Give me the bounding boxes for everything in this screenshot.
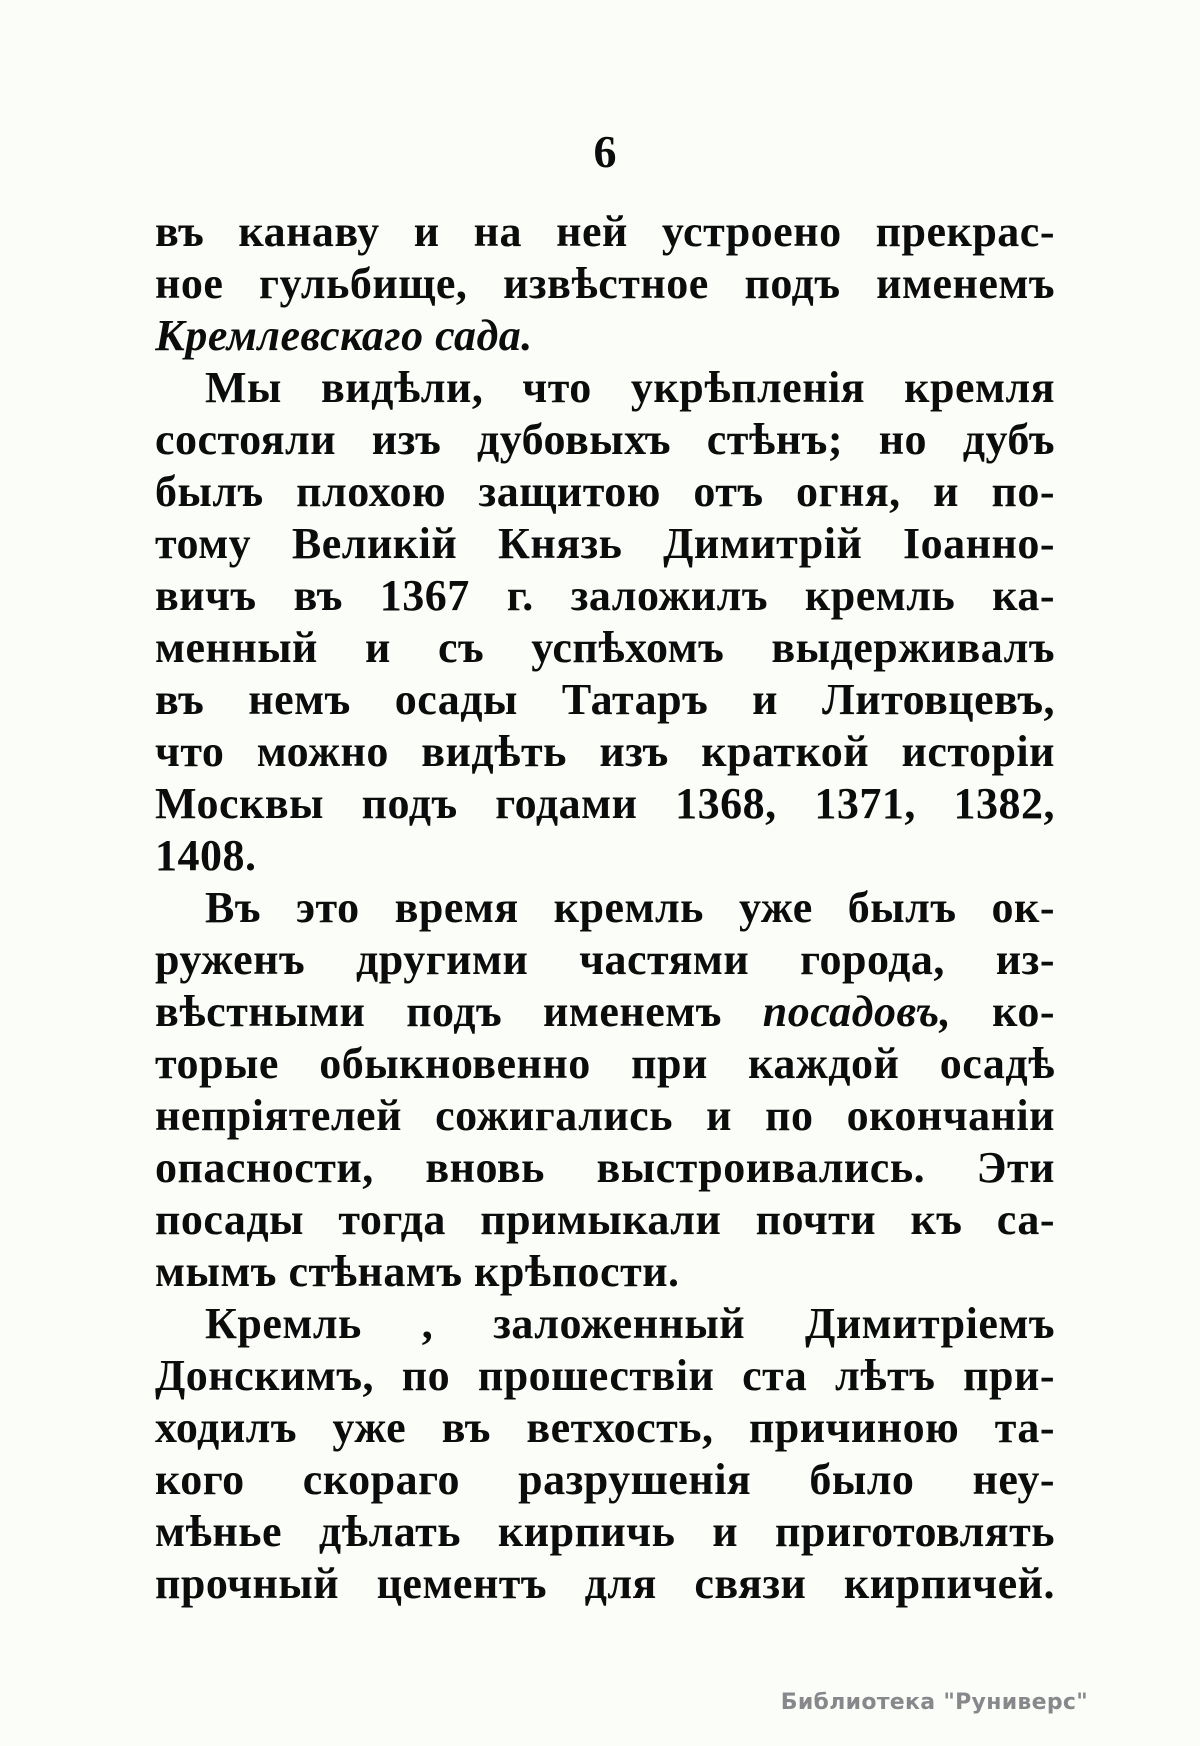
text-line — [155, 518, 1055, 570]
text-segment: 1408. — [155, 831, 257, 880]
text-line — [155, 622, 1055, 674]
text-line — [155, 1194, 1055, 1246]
text-segment: непріятелей сожигались и по окончаніи — [155, 1091, 1055, 1140]
text-line — [155, 1558, 1055, 1610]
text-line — [155, 1506, 1055, 1558]
text-segment: мымъ стѣнамъ крѣпости. — [155, 1247, 680, 1296]
text-line — [155, 674, 1055, 726]
text-line — [155, 1402, 1055, 1454]
text-segment: прочный цементъ для связи кирпичей. — [155, 1559, 1055, 1608]
text-segment: торые обыкновенно при каждой осадѣ — [155, 1039, 1055, 1088]
text-segment: мѣнье дѣлать кирпичь и приготовлять — [155, 1507, 1055, 1556]
text-line — [155, 1142, 1055, 1194]
italic-text-segment: посадовъ, — [762, 987, 952, 1036]
text-line — [155, 1038, 1055, 1090]
text-segment: въ канаву и на ней устроено прекрас- — [155, 207, 1055, 256]
text-line — [155, 1350, 1055, 1402]
text-line — [155, 778, 1055, 830]
text-line — [155, 310, 1055, 362]
text-segment: въ немъ осады Татаръ и Литовцевъ, — [155, 675, 1055, 724]
text-segment: Въ это время кремль уже былъ ок- — [205, 883, 1055, 932]
text-segment: Мы видѣли, что укрѣпленія кремля — [205, 363, 1055, 412]
text-line — [155, 414, 1055, 466]
text-segment: состояли изъ дубовыхъ стѣнъ; но дубъ — [155, 415, 1055, 464]
italic-text-segment: Кремлевскаго сада. — [155, 311, 533, 360]
text-line — [155, 362, 1055, 414]
text-segment: ко- — [951, 987, 1055, 1036]
page-number: 6 — [593, 126, 617, 177]
text-line — [155, 726, 1055, 778]
text-line — [155, 882, 1055, 934]
text-line — [155, 986, 1055, 1038]
text-segment: что можно видѣть изъ краткой исторіи — [155, 727, 1055, 776]
text-segment: ходилъ уже въ ветхость, причиною та- — [155, 1403, 1055, 1452]
text-segment: менный и съ успѣхомъ выдерживалъ — [155, 623, 1055, 672]
text-line — [155, 1090, 1055, 1142]
text-segment: опасности, вновь выстроивались. Эти — [155, 1143, 1055, 1192]
text-block — [155, 206, 1055, 1610]
text-line — [155, 830, 1055, 882]
text-segment: Москвы подъ годами 1368, 1371, 1382, — [155, 779, 1055, 828]
text-line — [155, 1246, 1055, 1298]
text-segment: былъ плохою защитою отъ огня, и по- — [155, 467, 1055, 516]
text-line — [155, 1454, 1055, 1506]
text-line — [155, 934, 1055, 986]
text-line — [155, 258, 1055, 310]
text-segment: тому Великій Князь Димитрій Іоанно- — [155, 519, 1055, 568]
text-line — [155, 570, 1055, 622]
text-segment: Донскимъ, по прошествіи ста лѣтъ при- — [155, 1351, 1055, 1400]
text-segment: кого скораго разрушенія было неу- — [155, 1455, 1055, 1504]
text-segment: Кремль , заложенный Димитріемъ — [205, 1299, 1055, 1348]
text-segment: ное гульбище, извѣстное подъ именемъ — [155, 259, 1055, 308]
text-segment: руженъ другими частями города, из- — [155, 935, 1055, 984]
text-segment: вичъ въ 1367 г. заложилъ кремль ка- — [155, 571, 1055, 620]
text-line — [155, 206, 1055, 258]
watermark: Библиотека "Руниверс" — [780, 1690, 1088, 1715]
text-line — [155, 466, 1055, 518]
text-line — [155, 1298, 1055, 1350]
text-segment: вѣстными подъ именемъ — [155, 987, 763, 1036]
text-segment: посады тогда примыкали почти къ са- — [155, 1195, 1055, 1244]
